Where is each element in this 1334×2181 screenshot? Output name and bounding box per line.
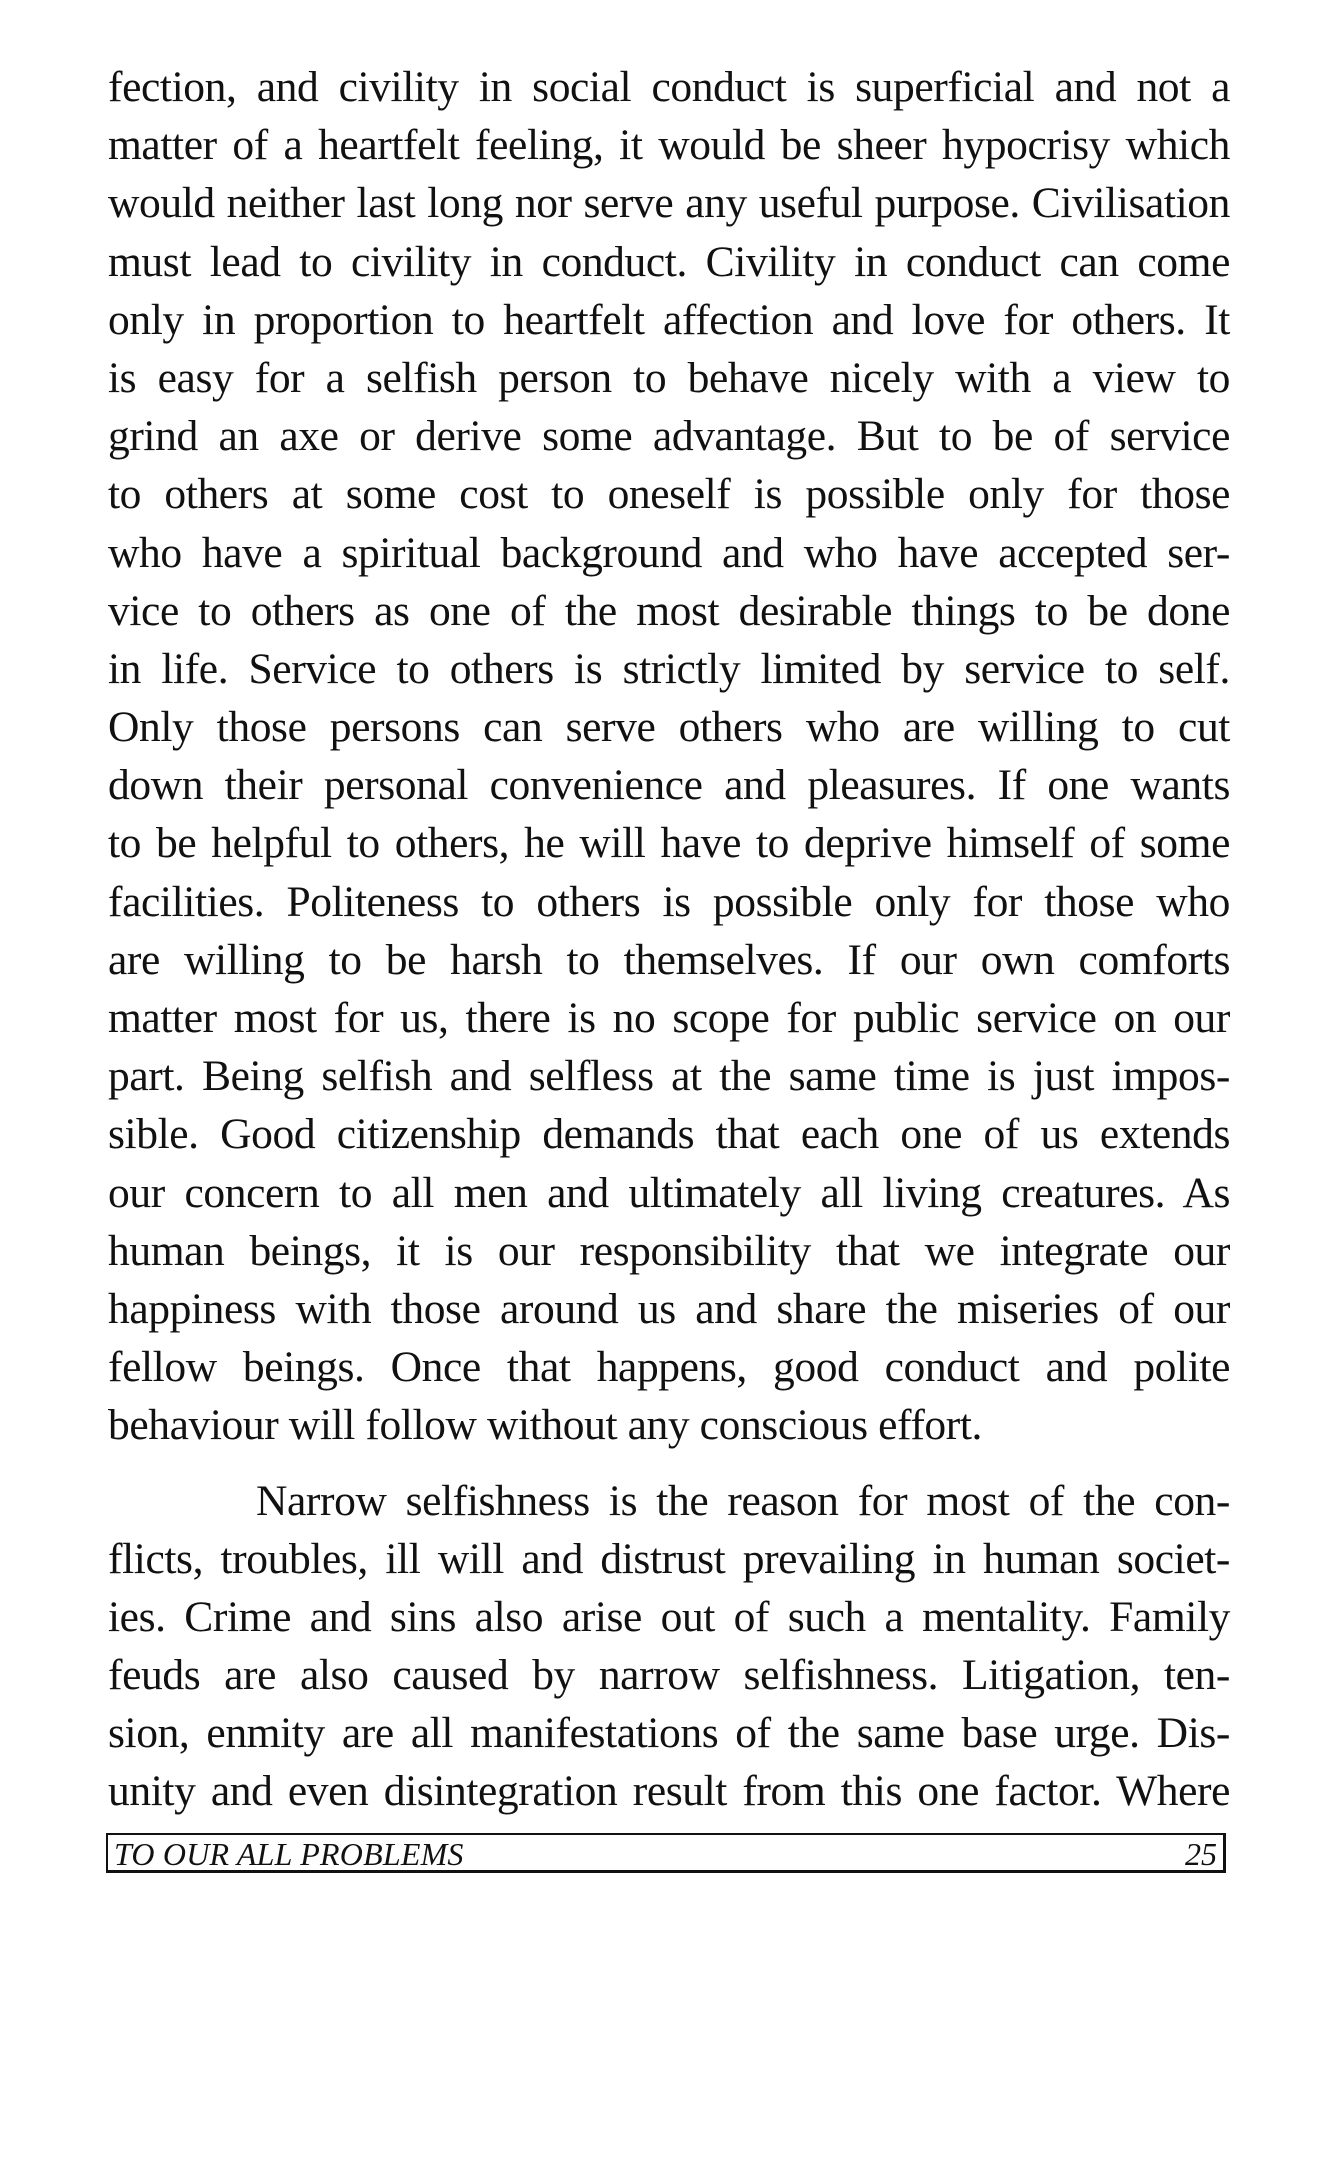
running-footer-title: TO OUR ALL PROBLEMS — [114, 1836, 464, 1872]
text-line: flicts, troubles, ill will and distrust prevailing in human societ- — [108, 1534, 1230, 1583]
text-line: to be helpful to others, he will have to deprive himself of some — [108, 819, 1230, 868]
text-line: who have a spiritual background and who have accepted ser- — [108, 528, 1230, 577]
text-line: to others at some cost to oneself is possible only for those — [108, 470, 1230, 519]
text-line: are willing to be harsh to themselves. If our own comforts — [108, 935, 1230, 984]
text-line: unity and even disintegration result from this one factor. Where — [108, 1767, 1230, 1816]
text-line: our concern to all men and ultimately all living creatures. As — [108, 1168, 1230, 1217]
text-line: is easy for a selfish person to behave nicely with a view to — [108, 353, 1230, 402]
paragraph-gap — [108, 1455, 1230, 1472]
text-line: only in proportion to heartfelt affection and love for others. It — [108, 295, 1230, 344]
text-line: fection, and civility in social conduct is superficial and not a — [108, 63, 1230, 111]
text-line: sible. Good citizenship demands that each one of us extends — [108, 1110, 1230, 1159]
page-number: 25 — [1185, 1836, 1217, 1872]
paragraph-2 — [108, 1472, 1230, 1821]
text-line: behaviour will follow without any conscious effort. — [108, 1401, 983, 1450]
text-line: would neither last long nor serve any useful purpose. Civilisation — [108, 179, 1230, 228]
text-line: matter of a heartfelt feeling, it would be sheer hypocrisy which — [108, 121, 1230, 170]
text-line: fellow beings. Once that happens, good conduct and polite — [108, 1343, 1230, 1392]
text-line: vice to others as one of the most desirable things to be done — [108, 586, 1230, 635]
text-line: ies. Crime and sins also arise out of such a mentality. Family — [108, 1592, 1230, 1641]
page-body — [108, 58, 1230, 1821]
paragraph-1 — [108, 58, 1230, 1455]
text-line: sion, enmity are all manifestations of the same base urge. Dis- — [108, 1709, 1230, 1758]
text-line: human beings, it is our responsibility that we integrate our — [108, 1226, 1230, 1275]
text-line: facilities. Politeness to others is possible only for those who — [108, 877, 1230, 926]
page-footer — [106, 1833, 1226, 1873]
text-line: down their personal convenience and pleasures. If one wants — [108, 761, 1230, 810]
text-line: happiness with those around us and share the miseries of our — [108, 1284, 1230, 1333]
text-line: feuds are also caused by narrow selfishness. Litigation, ten- — [108, 1651, 1230, 1700]
text-line: must lead to civility in conduct. Civility in conduct can come — [108, 237, 1230, 286]
text-line: Only those persons can serve others who are willing to cut — [108, 703, 1230, 752]
text-line: matter most for us, there is no scope for public service on our — [108, 994, 1230, 1042]
text-line: in life. Service to others is strictly limited by service to self. — [108, 644, 1230, 693]
text-line: grind an axe or derive some advantage. But to be of service — [108, 412, 1230, 461]
text-line: Narrow selfishness is the reason for most of the con- — [256, 1476, 1230, 1525]
text-line: part. Being selfish and selfless at the same time is just impos- — [108, 1052, 1230, 1101]
